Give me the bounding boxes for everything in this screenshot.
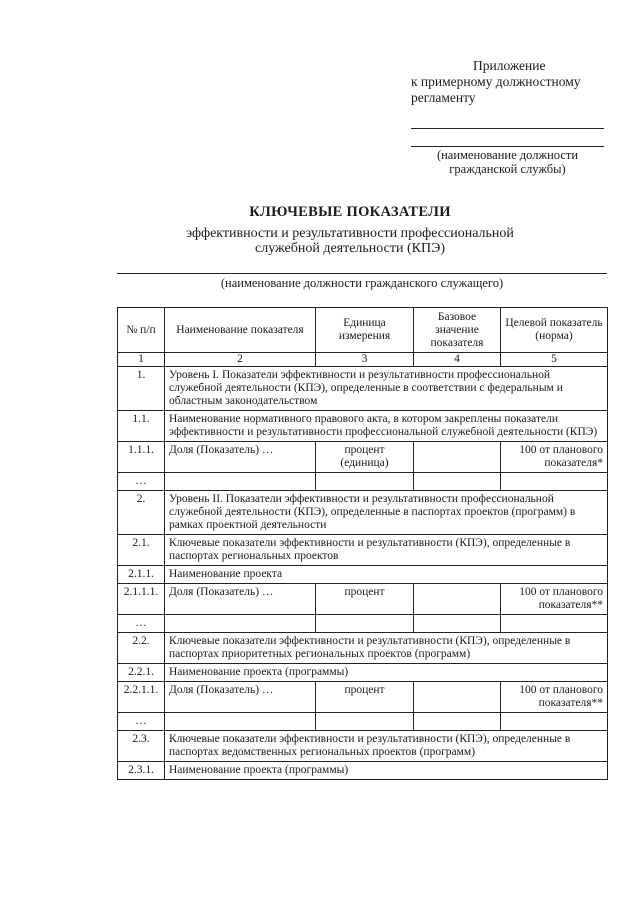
row-name: Ключевые показатели эффективности и результативности (КПЭ), определенные в паспортах приоритетных региональных проектов (программ) [165, 633, 608, 664]
row-name: Доля (Показатель) … [165, 442, 316, 473]
row-name [165, 615, 316, 633]
row-name: Уровень I. Показатели эффективности и результативности профессиональной служебной деятельности (КПЭ), определенные в соответствии с федеральным и областным законодательством [165, 367, 608, 411]
table-row [118, 682, 608, 713]
table-row [118, 442, 608, 473]
row-number: … [118, 615, 165, 633]
column-number: 5 [501, 353, 608, 367]
row-name: Наименование проекта [165, 566, 608, 584]
position-caption: (наименование должности гражданского служащего) [220, 276, 504, 290]
row-name: Уровень II. Показатели эффективности и результативности профессиональной служебной деятельности (КПЭ), определенные в паспортах проектов (программ) в рамках проектной деятельности [165, 491, 608, 535]
row-number: 2.1.1.1. [118, 584, 165, 615]
column-number: 2 [165, 353, 316, 367]
table-row [118, 411, 608, 442]
row-number: 1.1.1. [118, 442, 165, 473]
appendix-block [411, 58, 621, 106]
header-target: Целевой показатель (норма) [501, 308, 608, 353]
row-name: Наименование нормативного правового акта, в котором закреплены показатели эффективности и результативности профессиональной служебной деятельности (КПЭ) [165, 411, 608, 442]
row-name: Доля (Показатель) … [165, 584, 316, 615]
document-heading [110, 204, 590, 256]
row-base [414, 442, 501, 473]
row-number: 1.1. [118, 411, 165, 442]
table-row [118, 615, 608, 633]
row-number: 2.3. [118, 731, 165, 762]
kpi-table [117, 307, 608, 780]
table-row [118, 491, 608, 535]
table-row [118, 367, 608, 411]
column-number: 3 [316, 353, 414, 367]
row-name: Ключевые показатели эффективности и результативности (КПЭ), определенные в паспортах ведомственных региональных проектов (программ) [165, 731, 608, 762]
document-title: КЛЮЧЕВЫЕ ПОКАЗАТЕЛИ [249, 204, 451, 220]
row-number: 2.2.1. [118, 664, 165, 682]
column-number: 1 [118, 353, 165, 367]
kpi-table-body [118, 308, 608, 780]
row-base [414, 473, 501, 491]
row-target [501, 713, 608, 731]
table-row [118, 713, 608, 731]
row-unit [316, 473, 414, 491]
row-target: 100 от планового показателя** [501, 584, 608, 615]
row-number: … [118, 713, 165, 731]
document-subtitle-line-1: эффективности и результативности профессиональной [186, 226, 514, 241]
row-unit [316, 713, 414, 731]
table-row [118, 731, 608, 762]
header-unit: Единица измерения [316, 308, 414, 353]
row-unit: процент (единица) [316, 442, 414, 473]
appendix-title: Приложение [473, 58, 546, 73]
table-row [118, 664, 608, 682]
row-target: 100 от планового показателя** [501, 682, 608, 713]
row-name: Наименование проекта (программы) [165, 664, 608, 682]
row-name [165, 713, 316, 731]
appendix-caption-line-1: (наименование должности [436, 148, 579, 162]
row-number: 2. [118, 491, 165, 535]
row-number: 2.1. [118, 535, 165, 566]
row-name: Доля (Показатель) … [165, 682, 316, 713]
row-number: 2.2. [118, 633, 165, 664]
table-row [118, 566, 608, 584]
appendix-line-2: регламенту [411, 90, 476, 105]
header-num: № п/п [118, 308, 165, 353]
header-base: Базовое значение показателя [414, 308, 501, 353]
row-name [165, 473, 316, 491]
appendix-line-1: к примерному должностному [411, 74, 581, 89]
position-blank-line [117, 273, 607, 274]
blank-line-2 [411, 146, 604, 147]
row-number: 2.2.1.1. [118, 682, 165, 713]
row-name: Наименование проекта (программы) [165, 762, 608, 780]
row-number: 1. [118, 367, 165, 411]
row-number: 2.1.1. [118, 566, 165, 584]
row-unit [316, 615, 414, 633]
row-number: 2.3.1. [118, 762, 165, 780]
row-base [414, 713, 501, 731]
row-target: 100 от планового показателя* [501, 442, 608, 473]
table-row [118, 633, 608, 664]
table-row [118, 584, 608, 615]
appendix-caption [411, 148, 604, 176]
blank-line-1 [411, 128, 604, 129]
document-subtitle-line-2: служебной деятельности (КПЭ) [255, 241, 445, 256]
row-unit: процент [316, 584, 414, 615]
row-base [414, 615, 501, 633]
row-target [501, 615, 608, 633]
row-unit: процент [316, 682, 414, 713]
column-number-row [118, 353, 608, 367]
table-header-row [118, 308, 608, 353]
row-number: … [118, 473, 165, 491]
table-row [118, 535, 608, 566]
header-name: Наименование показателя [165, 308, 316, 353]
table-row [118, 473, 608, 491]
row-base [414, 682, 501, 713]
column-number: 4 [414, 353, 501, 367]
row-base [414, 584, 501, 615]
row-target [501, 473, 608, 491]
appendix-caption-line-2: гражданской службы) [449, 162, 566, 176]
table-row [118, 762, 608, 780]
row-name: Ключевые показатели эффективности и результативности (КПЭ), определенные в паспортах региональных проектов [165, 535, 608, 566]
